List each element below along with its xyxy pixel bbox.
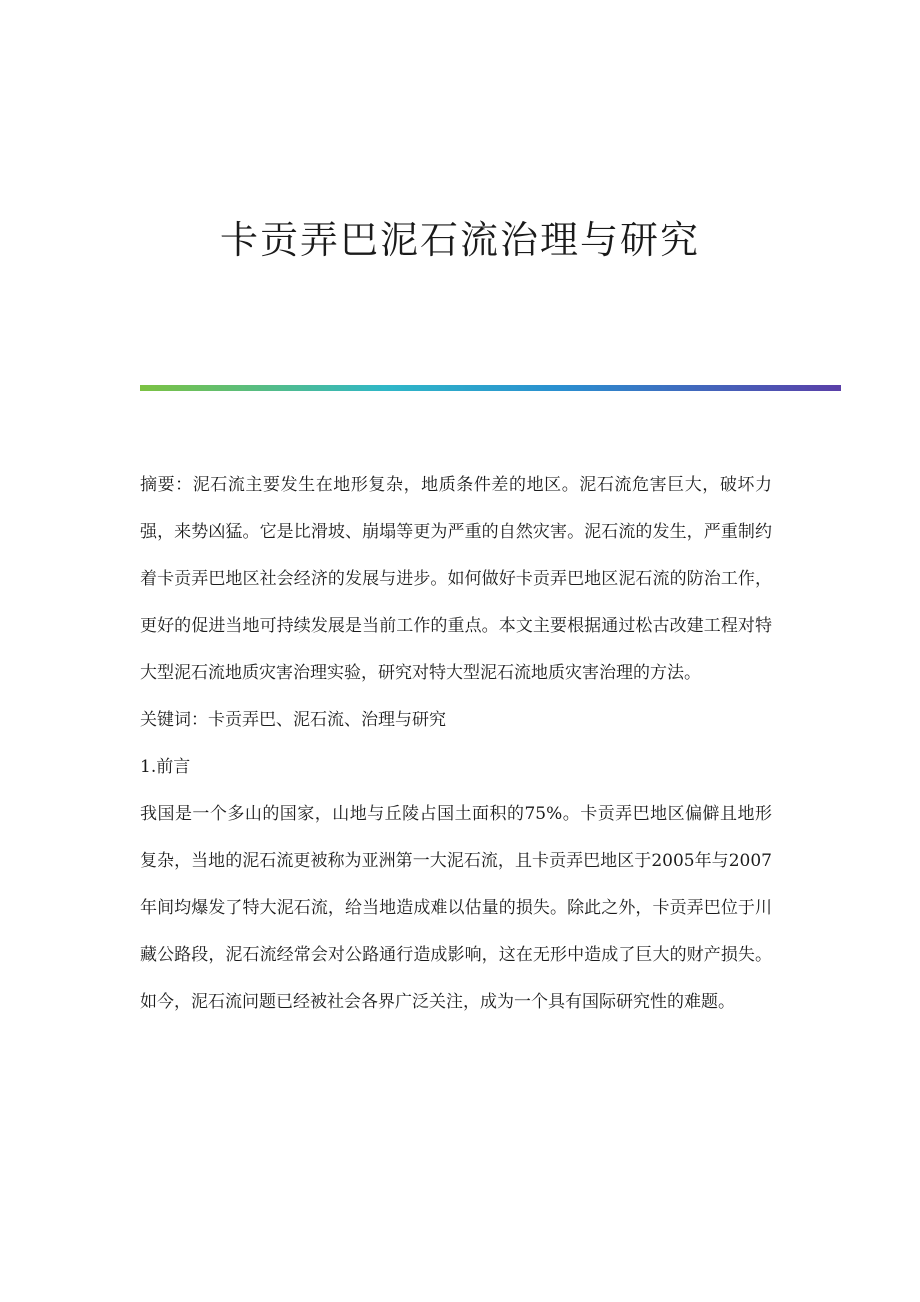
keywords-paragraph: 关键词：卡贡弄巴、泥石流、治理与研究: [140, 710, 446, 730]
abstract-paragraph: 摘要：泥石流主要发生在地形复杂，地质条件差的地区。泥石流危害巨大，破坏力强，来势凶猛。它是比滑坡、崩塌等更为严重的自然灾害。泥石流的发生，严重制约着卡贡弄巴地区社会经济的发展与进步。如何做好卡贡弄巴地区泥石流的防治工作，更好的促进当地可持续发展是当前工作的重点。本文主要根据通过松古改建工程对特大型泥石流地质灾害治理实验，研究对特大型泥石流地质灾害治理的方法。: [140, 475, 772, 683]
title-divider: [140, 385, 841, 391]
section-heading-introduction: 1.前言: [140, 757, 191, 777]
document-body: [140, 462, 772, 1026]
introduction-paragraph: 我国是一个多山的国家，山地与丘陵占国土面积的75%。卡贡弄巴地区偏僻且地形复杂，当地的泥石流更被称为亚洲第一大泥石流，且卡贡弄巴地区于2005年与2007年间均爆发了特大泥石流，给当地造成难以估量的损失。除此之外，卡贡弄巴位于川藏公路段，泥石流经常会对公路通行造成影响，这在无形中造成了巨大的财产损失。如今，泥石流问题已经被社会各界广泛关注，成为一个具有国际研究性的难题。: [140, 804, 772, 1012]
document-title: 卡贡弄巴泥石流治理与研究: [219, 218, 700, 262]
